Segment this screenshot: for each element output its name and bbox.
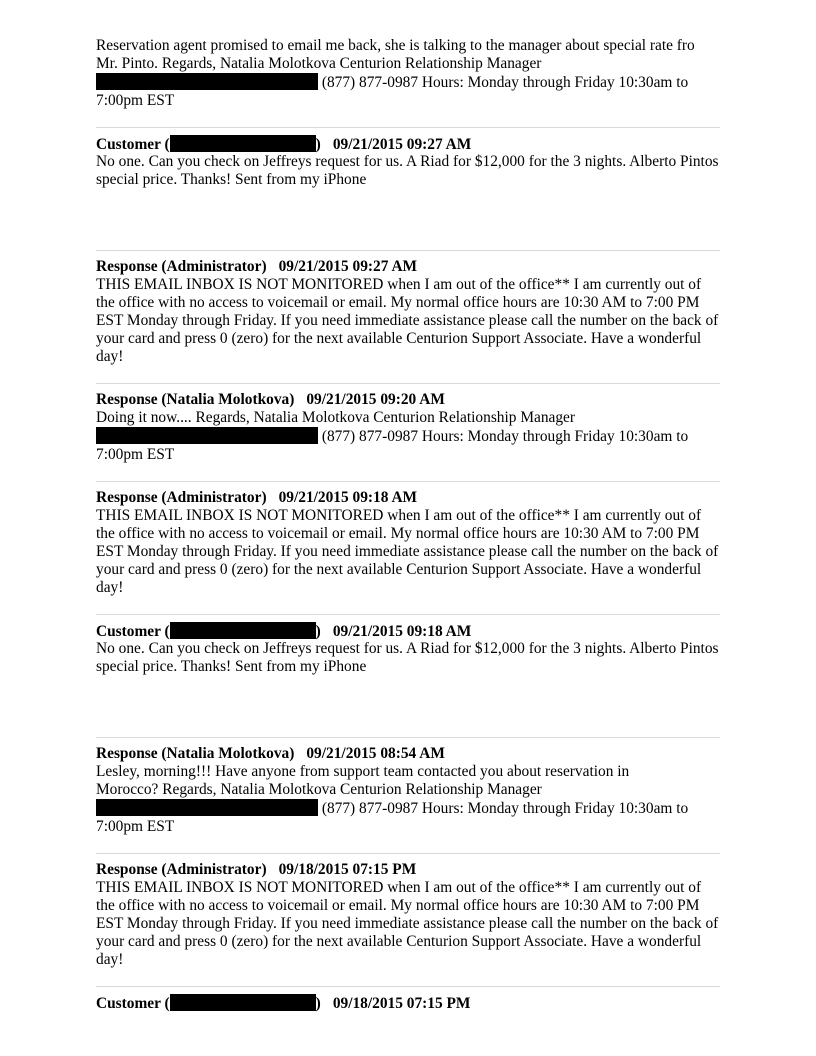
signature-contact-line	[96, 73, 720, 92]
message-thread	[96, 37, 720, 1012]
message-header	[96, 861, 720, 879]
redacted-block	[96, 799, 318, 816]
sender-label: Response (Administrator)	[96, 861, 267, 878]
message-entry	[96, 614, 720, 676]
sender-label-close: )	[315, 623, 321, 640]
message-entry	[96, 127, 720, 189]
contact-hours-tail: 7:00pm EST	[96, 92, 175, 109]
sender-label: Customer (	[96, 995, 170, 1012]
signature-contact-line	[96, 799, 720, 818]
message-header	[96, 622, 720, 640]
message-body: THIS EMAIL INBOX IS NOT MONITORED when I am out of the office** I am currently out of the office with no access to voicemail or email. My normal office hours are 10:30 AM to 7:00 PM EST Monday through Friday. If you need immediate assistance please call the number on the back of your card and press 0 (zero) for the next available Centurion Support Associate. Have a wonderful day!	[96, 507, 719, 596]
signature-contact-line	[96, 427, 720, 446]
message-body-line: Morocco? Regards, Natalia Molotkova Centurion Relationship Manager	[96, 781, 542, 798]
contact-text: (877) 877-0987 Hours: Monday through Friday 10:30am to	[318, 74, 689, 91]
sender-label: Response (Administrator)	[96, 258, 267, 275]
message-timestamp: 09/21/2015 08:54 AM	[306, 745, 445, 762]
message-timestamp: 09/18/2015 07:15 PM	[278, 861, 417, 878]
message-timestamp: 09/21/2015 09:27 AM	[332, 136, 472, 153]
message-body-line: Lesley, morning!!! Have anyone from support team contacted you about reservation in	[96, 763, 630, 780]
message-header	[96, 489, 720, 507]
sender-label-close: )	[315, 995, 321, 1012]
message-body: THIS EMAIL INBOX IS NOT MONITORED when I am out of the office** I am currently out of the office with no access to voicemail or email. My normal office hours are 10:30 AM to 7:00 PM EST Monday through Friday. If you need immediate assistance please call the number on the back of your card and press 0 (zero) for the next available Centurion Support Associate. Have a wonderful day!	[96, 879, 719, 968]
sender-label: Customer (	[96, 136, 170, 153]
message-body-line: Reservation agent promised to email me back, she is talking to the manager about special rate fro	[96, 37, 695, 54]
message-body: Doing it now.... Regards, Natalia Molotkova Centurion Relationship Manager	[96, 409, 576, 426]
sender-label: Response (Natalia Molotkova)	[96, 745, 295, 762]
message-entry	[96, 737, 720, 836]
message-entry	[96, 986, 720, 1012]
sender-label-close: )	[315, 136, 321, 153]
message-header	[96, 258, 720, 276]
message-header	[96, 391, 720, 409]
message-body: THIS EMAIL INBOX IS NOT MONITORED when I am out of the office** I am currently out of the office with no access to voicemail or email. My normal office hours are 10:30 AM to 7:00 PM EST Monday through Friday. If you need immediate assistance please call the number on the back of your card and press 0 (zero) for the next available Centurion Support Associate. Have a wonderful day!	[96, 276, 719, 365]
message-timestamp: 09/18/2015 07:15 PM	[332, 995, 471, 1012]
sender-label: Customer (	[96, 623, 170, 640]
message-timestamp: 09/21/2015 09:27 AM	[278, 258, 418, 275]
message-body: No one. Can you check on Jeffreys request for us. A Riad for $12,000 for the 3 nights. Alberto Pintos special price. Thanks! Sent from my iPhone	[96, 640, 719, 675]
message-header	[96, 745, 720, 763]
contact-hours-tail: 7:00pm EST	[96, 818, 175, 835]
redacted-block	[170, 135, 316, 152]
contact-text: (877) 877-0987 Hours: Monday through Friday 10:30am to	[318, 800, 689, 817]
message-timestamp: 09/21/2015 09:20 AM	[306, 391, 445, 408]
message-entry	[96, 853, 720, 969]
message-continuation	[96, 37, 720, 110]
message-header	[96, 994, 720, 1012]
message-body-line: Mr. Pinto. Regards, Natalia Molotkova Centurion Relationship Manager	[96, 55, 542, 72]
contact-text: (877) 877-0987 Hours: Monday through Friday 10:30am to	[318, 428, 689, 445]
sender-label: Response (Administrator)	[96, 489, 267, 506]
message-timestamp: 09/21/2015 09:18 AM	[332, 623, 472, 640]
message-header	[96, 135, 720, 153]
message-body: No one. Can you check on Jeffreys request for us. A Riad for $12,000 for the 3 nights. Alberto Pintos special price. Thanks! Sent from my iPhone	[96, 153, 719, 188]
message-entry	[96, 481, 720, 597]
redacted-block	[96, 427, 318, 444]
message-entry	[96, 383, 720, 464]
contact-hours-tail: 7:00pm EST	[96, 446, 175, 463]
message-entry	[96, 250, 720, 366]
redacted-block	[170, 622, 316, 639]
redacted-block	[170, 994, 316, 1011]
message-timestamp: 09/21/2015 09:18 AM	[278, 489, 418, 506]
sender-label: Response (Natalia Molotkova)	[96, 391, 295, 408]
redacted-block	[96, 73, 318, 90]
